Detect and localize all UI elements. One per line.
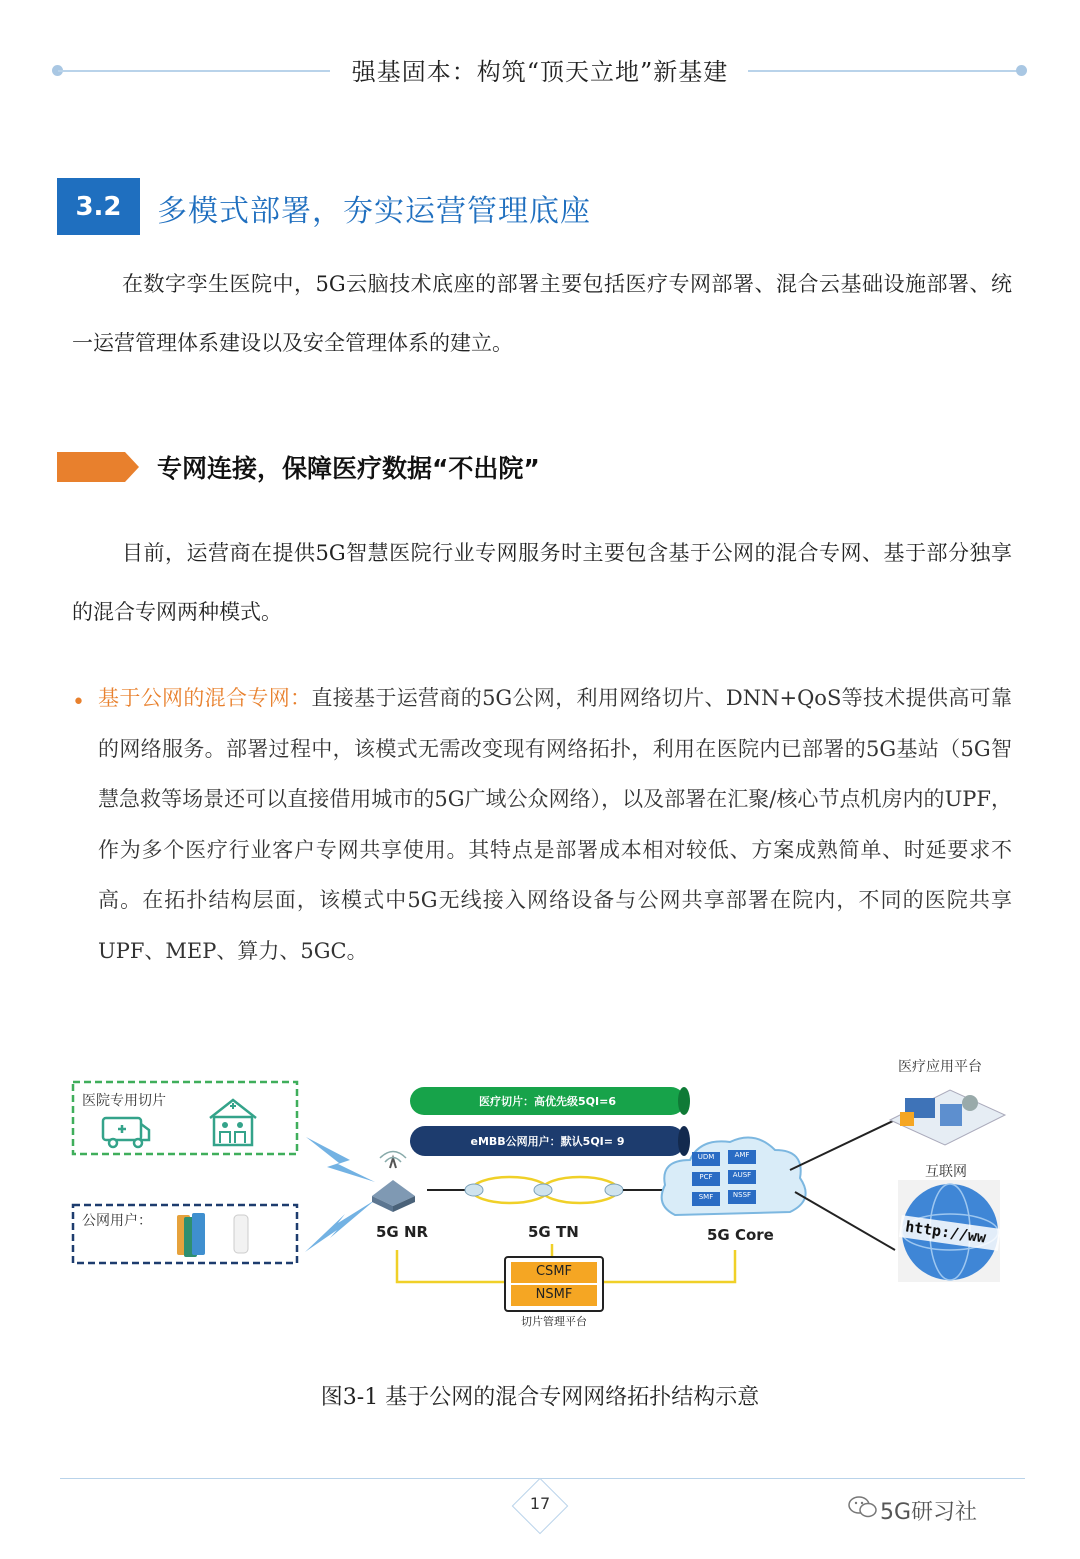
cpe-device-icon <box>234 1215 248 1253</box>
wireless-signal-icon <box>306 1137 375 1182</box>
wireless-signal-icon-2 <box>305 1200 375 1252</box>
header-line-left <box>58 70 330 72</box>
internet-label: 互联网 <box>925 1164 967 1180</box>
core-function-nssf: NSSF <box>732 1191 752 1199</box>
subsection-title: 专网连接，保障医疗数据“不出院” <box>157 454 540 483</box>
nsmf-label: NSMF <box>535 1287 573 1302</box>
page-number: 17 <box>529 1494 551 1513</box>
core-function-amf: AMF <box>734 1151 750 1159</box>
label-5g-nr: 5G NR <box>376 1223 429 1241</box>
section-title: 多模式部署，夯实运营管理底座 <box>157 194 591 229</box>
label-5g-tn: 5G TN <box>528 1223 579 1241</box>
router-icons <box>465 1184 623 1196</box>
label-5g-core: 5G Core <box>707 1226 774 1244</box>
section-number: 3.2 <box>57 178 140 235</box>
base-station-icon <box>372 1152 415 1213</box>
watermark-text: 5G研习社 <box>880 1500 978 1525</box>
bullet-item <box>98 673 1012 976</box>
core-function-pcf: PCF <box>699 1173 713 1181</box>
medical-slice-pipe-label: 医疗切片：高优先级5QI=6 <box>479 1095 616 1108</box>
bullet-lead: 基于公网的混合专网： <box>98 686 312 710</box>
hospital-slice-label: 医院专用切片 <box>82 1093 166 1109</box>
bullet-marker: • <box>72 690 85 715</box>
figure-caption: 图3-1 基于公网的混合专网网络拓扑结构示意 <box>320 1385 760 1410</box>
core-function-smf: SMF <box>698 1193 714 1201</box>
hospital-icon <box>210 1100 256 1145</box>
csmf-label: CSMF <box>535 1264 573 1279</box>
intro-paragraph: 在数字孪生医院中，5G云脑技术底座的部署主要包括医疗专网部署、混合云基础设施部署、统一运营管理体系建设以及安全管理体系的建立。 <box>72 272 1012 355</box>
header-dot-right <box>1016 65 1027 76</box>
page-header-title: 强基固本：构筑“顶天立地”新基建 <box>351 58 729 86</box>
footer-line <box>60 1478 1025 1479</box>
subsection-arrow-icon <box>57 452 139 482</box>
paragraph-2: 目前，运营商在提供5G智慧医院行业专网服务时主要包含基于公网的混合专网、基于部分独享的混合专网两种模式。 <box>72 541 1012 624</box>
core-function-udm: UDM <box>697 1153 715 1161</box>
wechat-icon <box>848 1494 878 1520</box>
header-line-right <box>748 70 1020 72</box>
globe-url-text: http://ww <box>904 1217 988 1247</box>
ambulance-icon <box>103 1118 149 1147</box>
smartphone-icon <box>177 1213 205 1257</box>
bullet-text: 直接基于运营商的5G公网，利用网络切片、DNN+QoS等技术提供高可靠的网络服务。部署过程中，该模式无需改变现有网络拓扑，利用在医院内已部署的5G基站（5G智慧急救等场景还可以直接借用城市的5G广域公众网络），以及部署在汇聚/核心节点机房内的UPF，作为多个医疗行业客户专网共享使用。其特点是部署成本相对较低、方案成熟简单、时延要求不高。在拓扑结构层面，该模式中5G无线接入网络设备与公网共享部署在院内，不同的医院共享UPF、MEP、算力、5GC。 <box>98 686 1013 963</box>
core-function-ausf: AUSF <box>732 1171 752 1179</box>
medical-app-platform-label: 医疗应用平台 <box>898 1059 982 1075</box>
public-users-label: 公网用户： <box>82 1213 152 1229</box>
embb-pipe-label: eMBB公网用户：默认5QI= 9 <box>470 1135 625 1148</box>
medical-app-platform-icon <box>890 1090 1005 1145</box>
slice-platform-label: 切片管理平台 <box>521 1315 587 1328</box>
